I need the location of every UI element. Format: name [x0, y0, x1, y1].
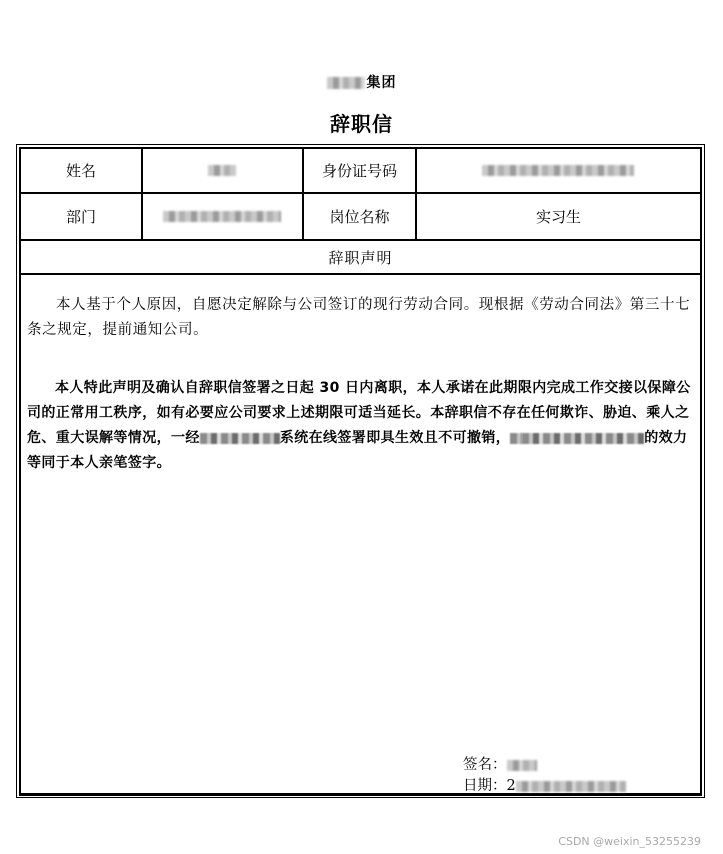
date-line: [463, 776, 628, 797]
name-label: 姓名: [21, 149, 143, 192]
redacted-name: [208, 165, 236, 176]
signature-line: [463, 755, 628, 776]
department-label: 部门: [21, 194, 143, 239]
statement-paragraph-1: 本人基于个人原因，自愿决定解除与公司签订的现行劳动合同。现根据《劳动合同法》第三十七条之规定，提前通知公司。: [27, 297, 691, 338]
form-row-identity: [21, 149, 700, 194]
resignation-statement-header: 辞职声明: [328, 248, 393, 267]
position-label: 岗位名称: [304, 194, 417, 239]
department-value: [143, 194, 304, 239]
date-prefix: 2: [506, 778, 516, 794]
form-row-section-header: [21, 241, 700, 275]
redacted-company-prefix: [327, 77, 365, 89]
position-value: 实习生: [535, 208, 581, 226]
statement-paragraph-2-part-2: 系统在线签署即具生效且不可撤销，: [279, 430, 511, 446]
statement-paragraph-2: [27, 376, 694, 476]
redacted-signature: [507, 760, 537, 771]
statement-paragraph-2-part-3: 的效力等同于本人亲笔签字。: [27, 430, 688, 471]
resignation-form: [19, 147, 702, 796]
signature-label: 签名：: [463, 757, 507, 773]
name-value: [143, 149, 304, 192]
redacted-department: [163, 211, 281, 222]
redacted-text-a: [510, 433, 522, 444]
csdn-watermark: CSDN @weixin_53255239: [558, 835, 701, 848]
company-suffix: 集团: [366, 75, 397, 91]
date-label: 日期：: [463, 778, 507, 794]
resignation-form-outer-border: [16, 144, 705, 798]
redacted-date: [516, 781, 626, 792]
redacted-system-name: [200, 433, 280, 444]
document-title: 辞职信: [330, 112, 393, 136]
id-number-value: [417, 149, 700, 192]
id-number-label: 身份证号码: [304, 149, 417, 192]
redacted-id-number: [482, 165, 634, 176]
resignation-statement-body: [21, 275, 700, 793]
statement-paragraph-2-part-1: 本人特此声明及确认自辞职信签署之日起 30 日内离职，本人承诺在此期限内完成工作交接以保障公司的正常用工秩序，如有必要应公司要求上述期限可适当延长。本辞职信不存在任何欺诈、胁迫、乘人之危、重大误解等情况，一经: [27, 380, 691, 446]
signature-block: [463, 755, 628, 797]
company-name: [0, 72, 723, 92]
form-row-job: [21, 194, 700, 241]
redacted-text-b: [522, 433, 644, 444]
